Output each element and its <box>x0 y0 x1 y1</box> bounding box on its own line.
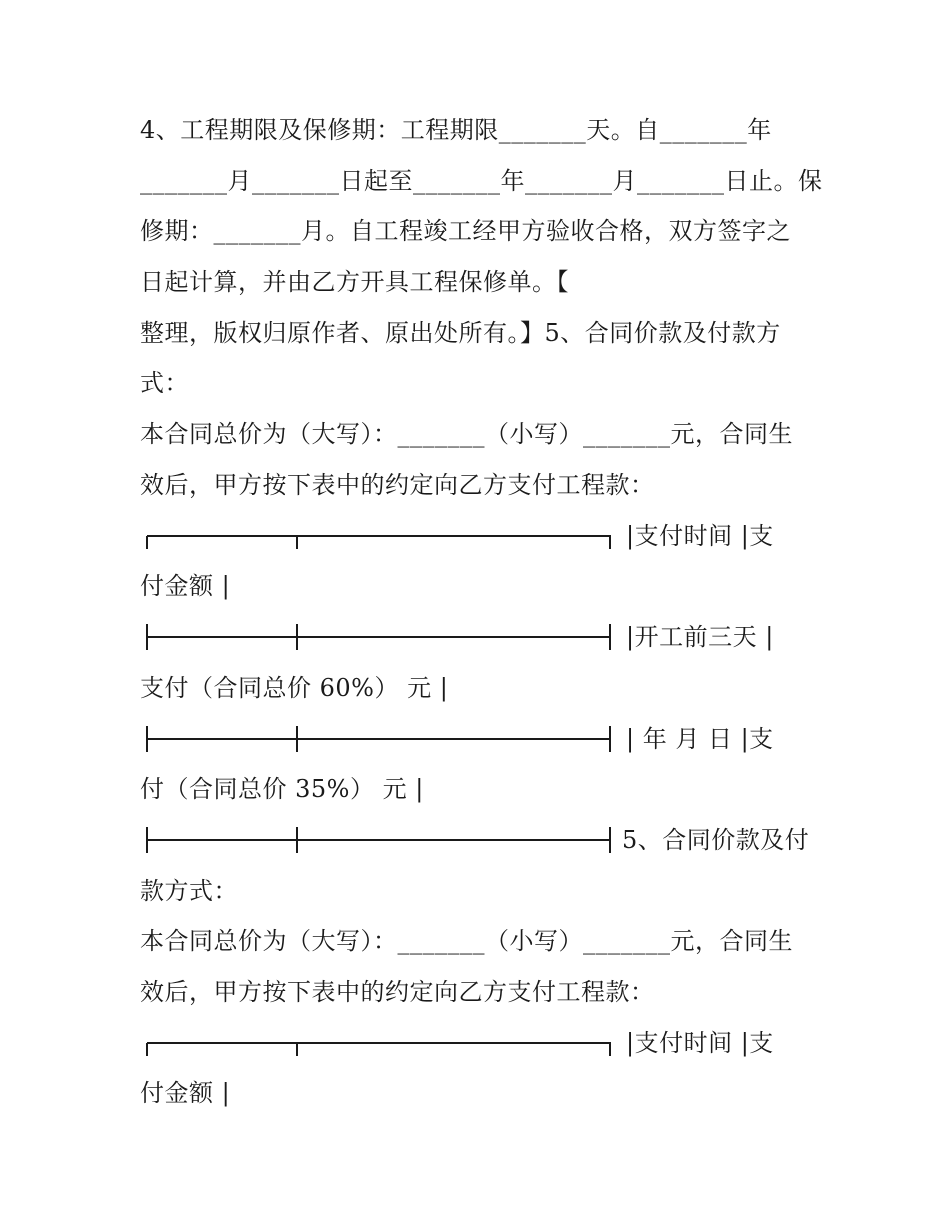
table-1-row-1-tail: |开工前三天 | <box>626 623 774 651</box>
price-1-line-2: 效后，甲方按下表中的约定向乙方支付工程款： <box>140 471 655 499</box>
table-rule-mid <box>140 724 620 754</box>
table-1-row-2-wrap: 付（合同总价 35%） 元 | <box>140 775 424 803</box>
table-2-header-tail: |支付时间 |支 <box>626 1029 774 1057</box>
table-1-header-tail: |支付时间 |支 <box>626 522 774 550</box>
table-1-row-1-wrap: 支付（合同总价 60%） 元 | <box>140 674 449 702</box>
paragraph-4-line-1: 4、工程期限及保修期：工程期限_______天。自_______年 <box>140 116 772 144</box>
paragraph-4-line-4: 日起计算，并由乙方开具工程保修单。【 <box>140 268 569 296</box>
table-1-row-1-border <box>140 622 820 652</box>
price-2-line-1: 本合同总价为（大写）：_______（小写）_______元，合同生 <box>140 927 793 955</box>
table-rule-top <box>140 521 620 551</box>
table-1-row-2-border <box>140 724 820 754</box>
table-2-header-wrap: 付金额 | <box>140 1079 231 1107</box>
paragraph-4-line-6: 式： <box>140 369 189 397</box>
table-1-top-border <box>140 521 820 551</box>
table-1-row-3-tail: 5、合同价款及付 <box>622 826 810 854</box>
table-rule-mid <box>140 825 620 855</box>
table-1-header-wrap: 付金额 | <box>140 572 231 600</box>
paragraph-4-line-2: _______月_______日起至_______年_______月_______日止。保 <box>140 167 823 195</box>
table-1-row-3-wrap: 款方式： <box>140 877 238 905</box>
table-2-top-border <box>140 1028 820 1058</box>
price-2-line-2: 效后，甲方按下表中的约定向乙方支付工程款： <box>140 978 655 1006</box>
paragraph-4-line-5: 整理，版权归原作者、原出处所有。】5、合同价款及付款方 <box>140 319 781 347</box>
price-1-line-1: 本合同总价为（大写）：_______（小写）_______元，合同生 <box>140 420 793 448</box>
table-rule-mid <box>140 622 620 652</box>
paragraph-4-line-3: 修期：_______月。自工程竣工经甲方验收合格，双方签字之 <box>140 217 791 245</box>
table-1-row-2-tail: | 年 月 日 |支 <box>626 725 774 753</box>
table-1-row-3-border <box>140 825 820 855</box>
table-rule-top <box>140 1028 620 1058</box>
